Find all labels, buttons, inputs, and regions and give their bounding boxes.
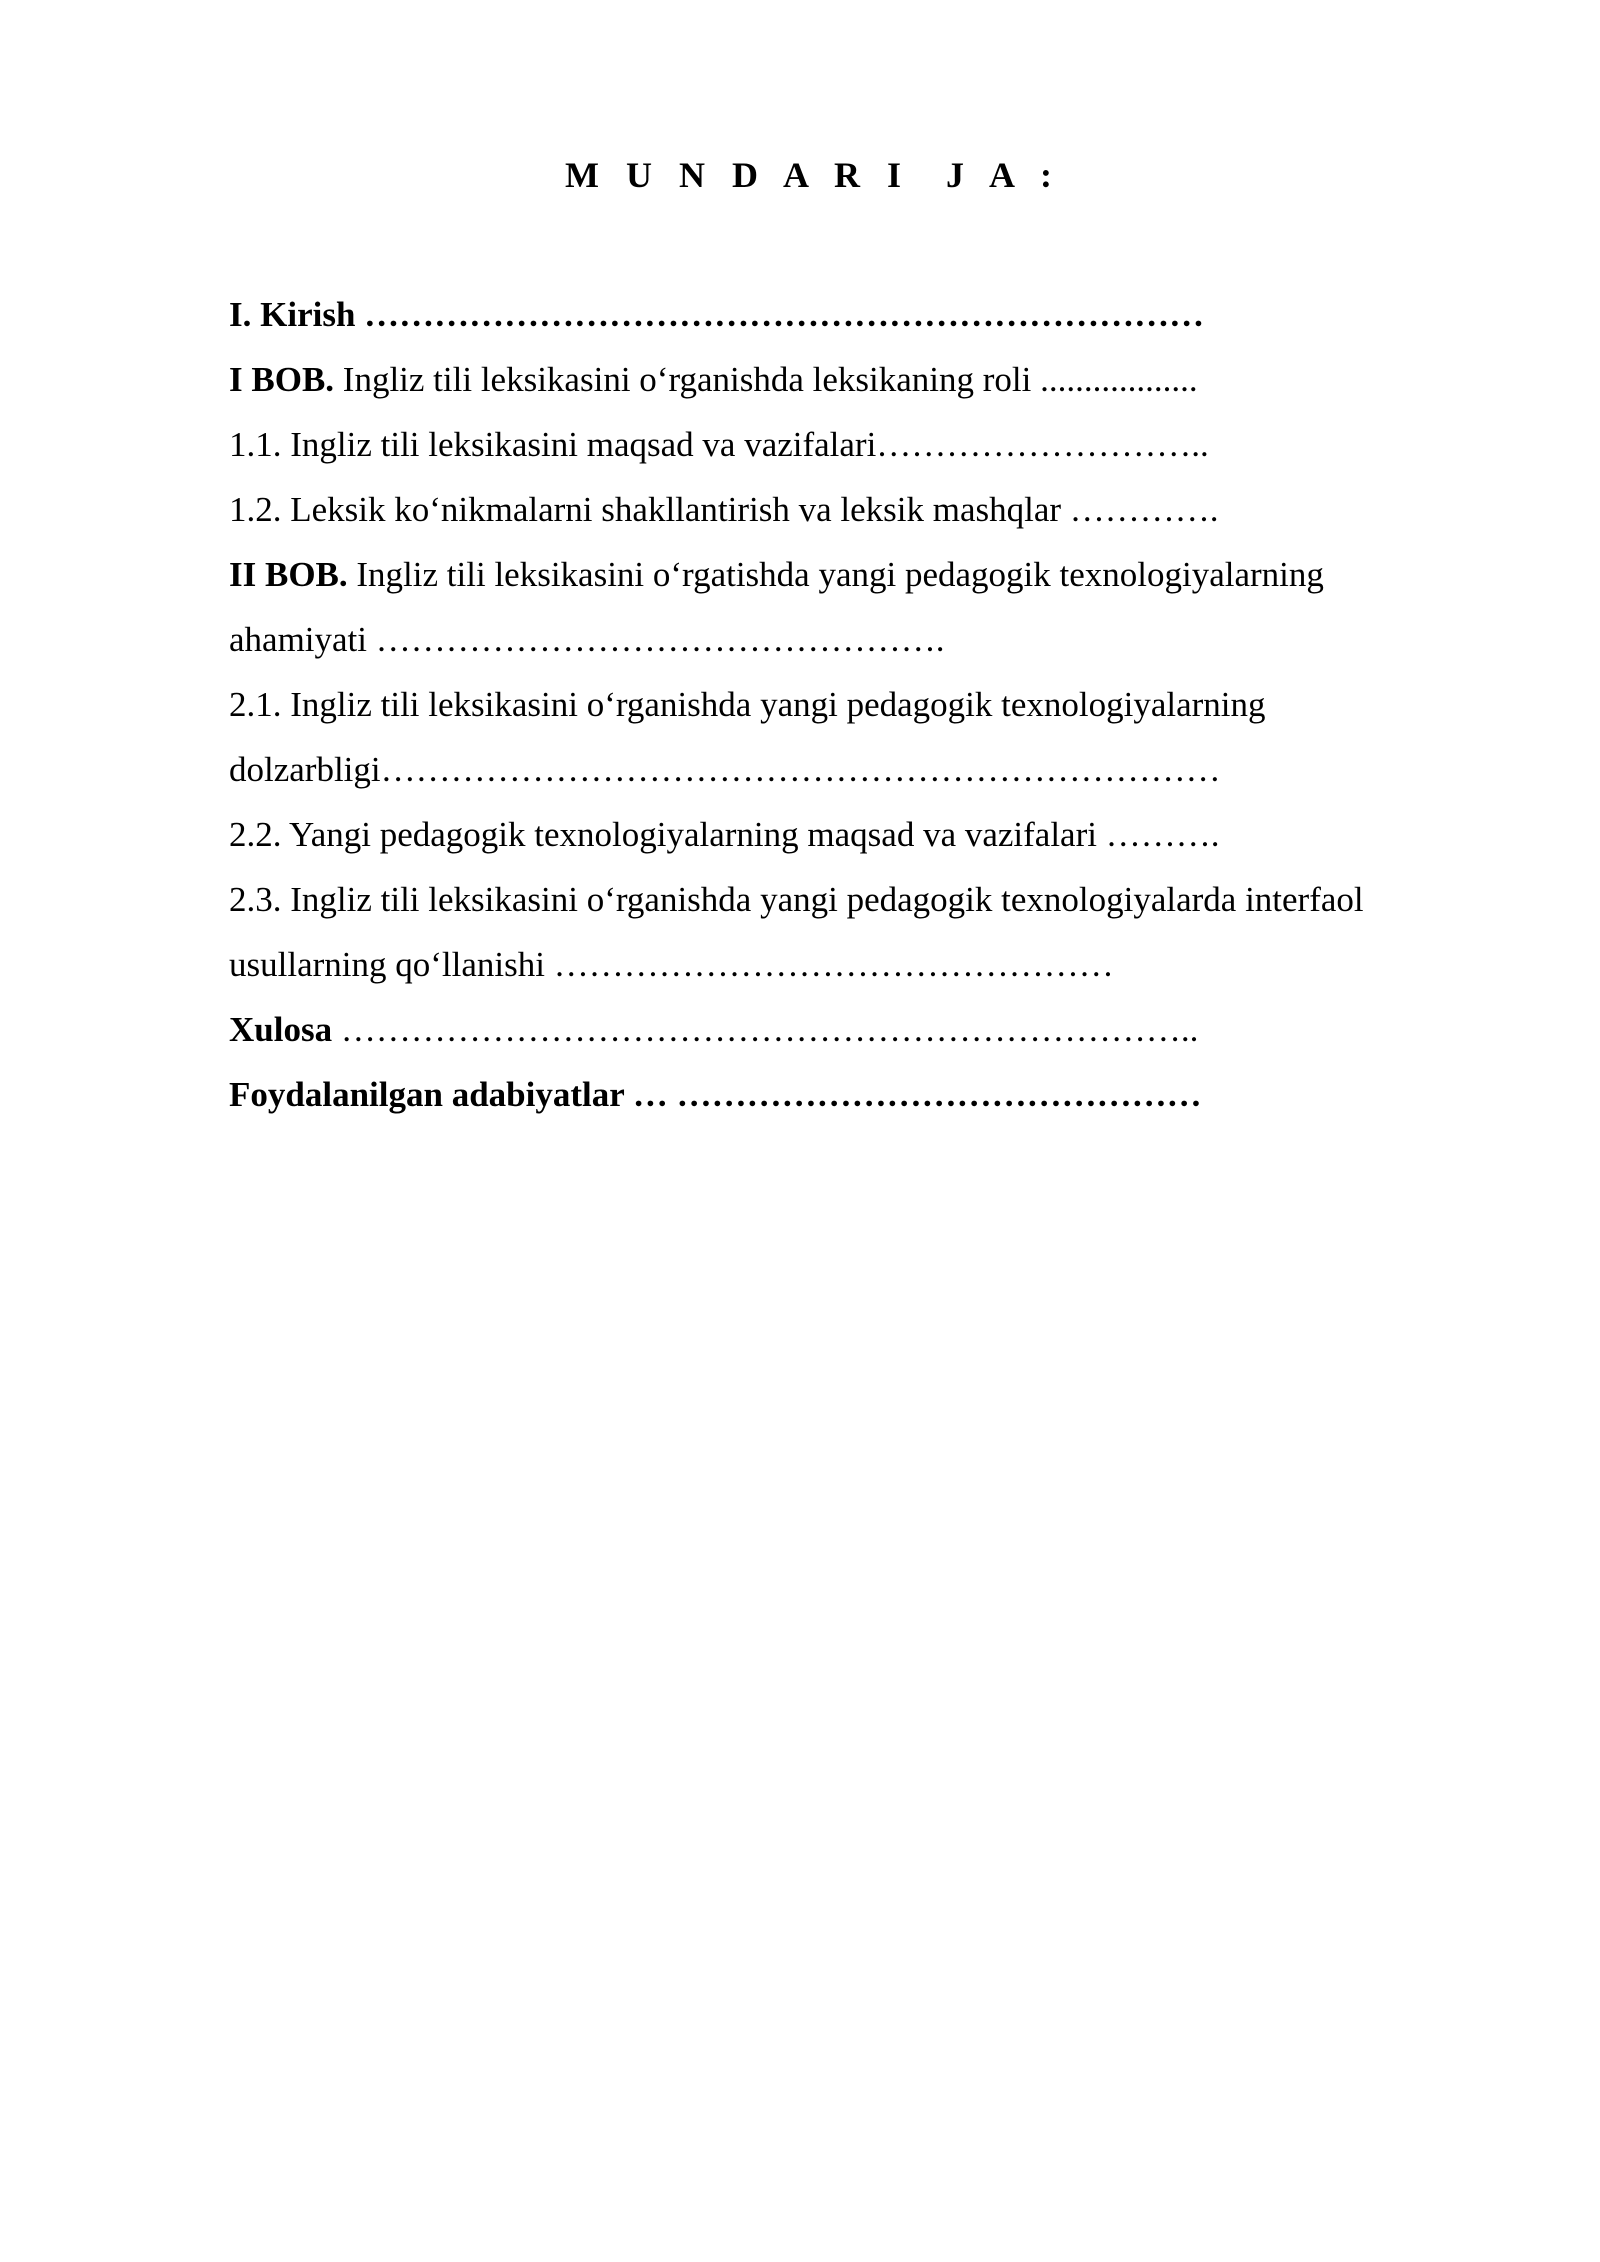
toc-item-prefix: Xulosa: [229, 1010, 333, 1049]
toc-item-prefix: I BOB.: [229, 360, 335, 399]
page-title: M U N D A R I J A :: [564, 155, 1062, 195]
toc-item-text: Ingliz tili leksikasini o‘rganishda leksikaning roli ..................: [334, 360, 1198, 399]
toc-item-2-1-cont: [229, 737, 1479, 802]
toc-item-references: [229, 1062, 1479, 1127]
toc-item-1-2: [229, 477, 1479, 542]
toc-item-2-3: [229, 867, 1479, 932]
toc-item-chapter-2-cont: [229, 607, 1479, 672]
toc-item-text: ………………………………………………………………..: [332, 1010, 1199, 1049]
toc-item-chapter-2: [229, 542, 1479, 607]
toc-item-text: ………………………………………………………………: [355, 295, 1205, 334]
toc-item-xulosa: [229, 997, 1479, 1062]
toc-item-kirish: [229, 282, 1479, 347]
toc-item-text: 1.1. Ingliz tili leksikasini maqsad va vazifalari………………………..: [229, 425, 1209, 464]
toc-item-text: 2.1. Ingliz tili leksikasini o‘rganishda yangi pedagogik texnologiyalarning: [229, 685, 1266, 724]
toc-item-prefix: II BOB.: [229, 555, 348, 594]
toc-item-2-3-cont: [229, 932, 1479, 997]
toc-item-text: 1.2. Leksik ko‘nikmalarni shakllantirish va leksik mashqlar ………….: [229, 490, 1219, 529]
toc-item-prefix: Foydalanilgan adabiyatlar: [229, 1075, 625, 1114]
toc-item-chapter-1: [229, 347, 1479, 412]
toc-item-1-1: [229, 412, 1479, 477]
toc-item-text: 2.2. Yangi pedagogik texnologiyalarning maqsad va vazifalari ……….: [229, 815, 1220, 854]
toc-item-text: ahamiyati ………………………………………….: [229, 620, 945, 659]
toc-item-prefix: I. Kirish: [229, 295, 356, 334]
table-of-contents: [229, 282, 1479, 1127]
toc-item-2-1: [229, 672, 1479, 737]
toc-item-text: … ………………………………………: [624, 1075, 1202, 1114]
toc-item-text: usullarning qo‘llanishi …………………………………………: [229, 945, 1114, 984]
toc-item-2-2: [229, 802, 1479, 867]
toc-item-text: dolzarbligi………………………………………………………………: [229, 750, 1221, 789]
toc-item-text: Ingliz tili leksikasini o‘rgatishda yangi pedagogik texnologiyalarning: [347, 555, 1324, 594]
toc-item-text: 2.3. Ingliz tili leksikasini o‘rganishda yangi pedagogik texnologiyalarda interfaol: [229, 880, 1364, 919]
